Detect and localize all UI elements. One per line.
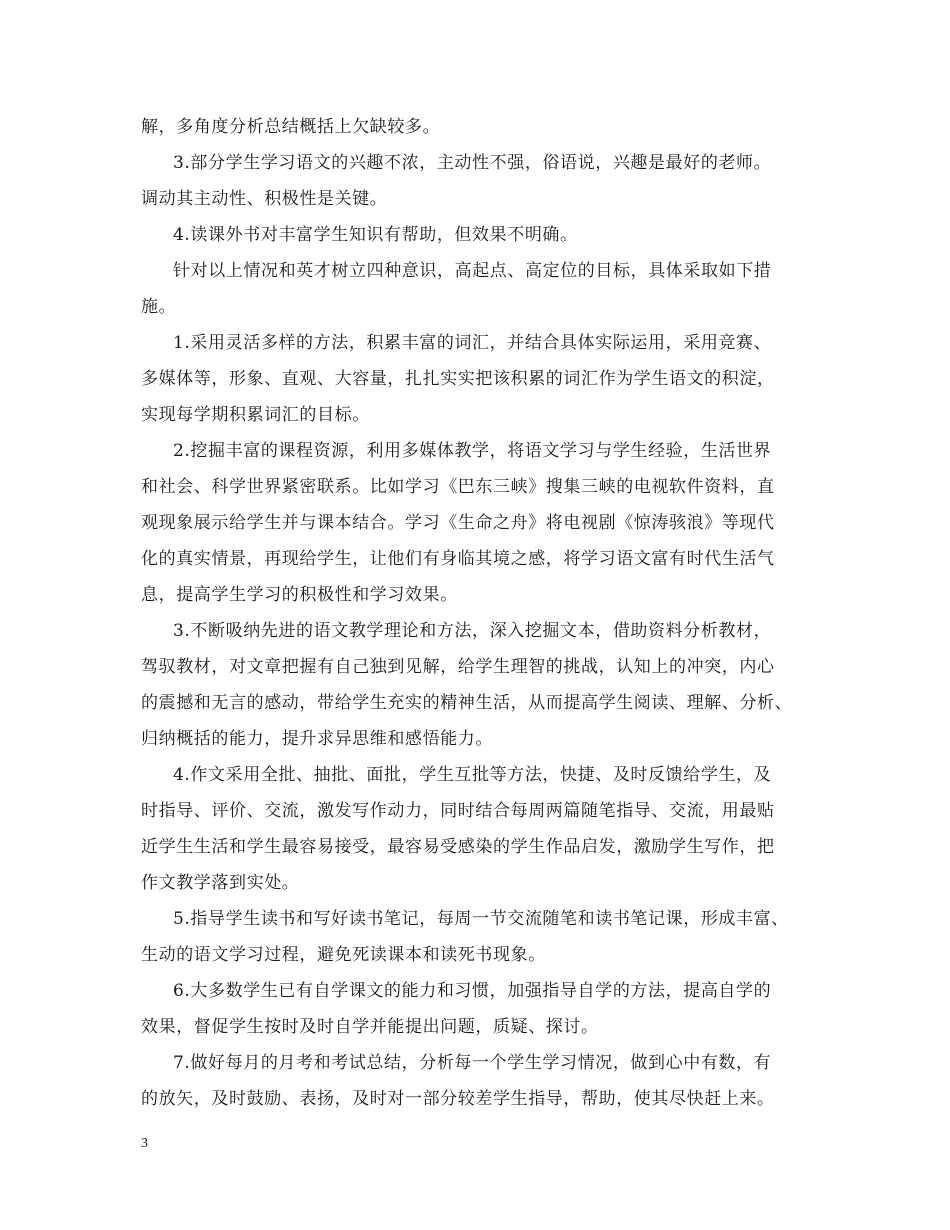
- text-line: 多媒体等，形象、直观、大容量，扎扎实实把该积累的词汇作为学生语文的积淀，: [141, 369, 775, 389]
- text-line: 施。: [141, 297, 177, 317]
- text-line: 4.读课外书对丰富学生知识有帮助，但效果不明确。: [173, 225, 578, 245]
- text-line: 驾驭教材，对文章把握有自己独到见解，给学生理智的挑战，认知上的冲突，内心: [141, 657, 775, 677]
- text-line: 1.采用灵活多样的方法，积累丰富的词汇，并结合具体实际运用，采用竞赛、: [173, 333, 772, 353]
- text-line: 观现象展示给学生并与课本结合。学习《生命之舟》将电视剧《惊涛骇浪》等现代: [141, 513, 775, 533]
- text-line: 的震撼和无言的感动，带给学生充实的精神生活，从而提高学生阅读、理解、分析、: [141, 693, 793, 713]
- text-line: 作文教学落到实处。: [141, 873, 300, 893]
- text-line: 解，多角度分析总结概括上欠缺较多。: [141, 117, 441, 137]
- text-line: 3.不断吸纳先进的语文教学理论和方法，深入挖掘文本，借助资料分析教材，: [173, 621, 772, 641]
- text-line: 3.部分学生学习语文的兴趣不浓，主动性不强，俗语说，兴趣是最好的老师。: [173, 153, 772, 173]
- text-line: 6.大多数学生已有自学课文的能力和习惯，加强指导自学的方法，提高自学的: [173, 981, 772, 1001]
- text-line: 效果，督促学生按时及时自学并能提出问题，质疑、探讨。: [141, 1017, 599, 1037]
- text-line: 归纳概括的能力，提升求异思维和感悟能力。: [141, 729, 493, 749]
- text-line: 化的真实情景，再现给学生，让他们有身临其境之感，将学习语文富有时代生活气: [141, 549, 775, 569]
- page-number: 3: [141, 1136, 148, 1151]
- text-line: 息，提高学生学习的积极性和学习效果。: [141, 585, 458, 605]
- text-line: 2.挖掘丰富的课程资源，利用多媒体教学，将语文学习与学生经验，生活世界: [173, 441, 772, 461]
- text-line: 近学生生活和学生最容易接受，最容易受感染的学生作品启发，激励学生写作，把: [141, 837, 775, 857]
- text-line: 5.指导学生读书和写好读书笔记，每周一节交流随笔和读书笔记课，形成丰富、: [173, 909, 789, 929]
- text-line: 的放矢，及时鼓励、表扬，及时对一部分较差学生指导，帮助，使其尽快赶上来。: [141, 1089, 775, 1109]
- text-line: 实现每学期积累词汇的目标。: [141, 405, 370, 425]
- text-line: 和社会、科学世界紧密联系。比如学习《巴东三峡》搜集三峡的电视软件资料，直: [141, 477, 775, 497]
- text-line: 针对以上情况和英才树立四种意识，高起点、高定位的目标，具体采取如下措: [173, 261, 772, 281]
- text-line: 4.作文采用全批、抽批、面批，学生互批等方法，快捷、及时反馈给学生，及: [173, 765, 772, 785]
- text-line: 生动的语文学习过程，避免死读课本和读死书现象。: [141, 945, 546, 965]
- text-line: 时指导、评价、交流，激发写作动力，同时结合每周两篇随笔指导、交流，用最贴: [141, 801, 775, 821]
- text-line: 7.做好每月的月考和考试总结，分析每一个学生学习情况，做到心中有数，有: [173, 1053, 772, 1073]
- text-line: 调动其主动性、积极性是关键。: [141, 189, 388, 209]
